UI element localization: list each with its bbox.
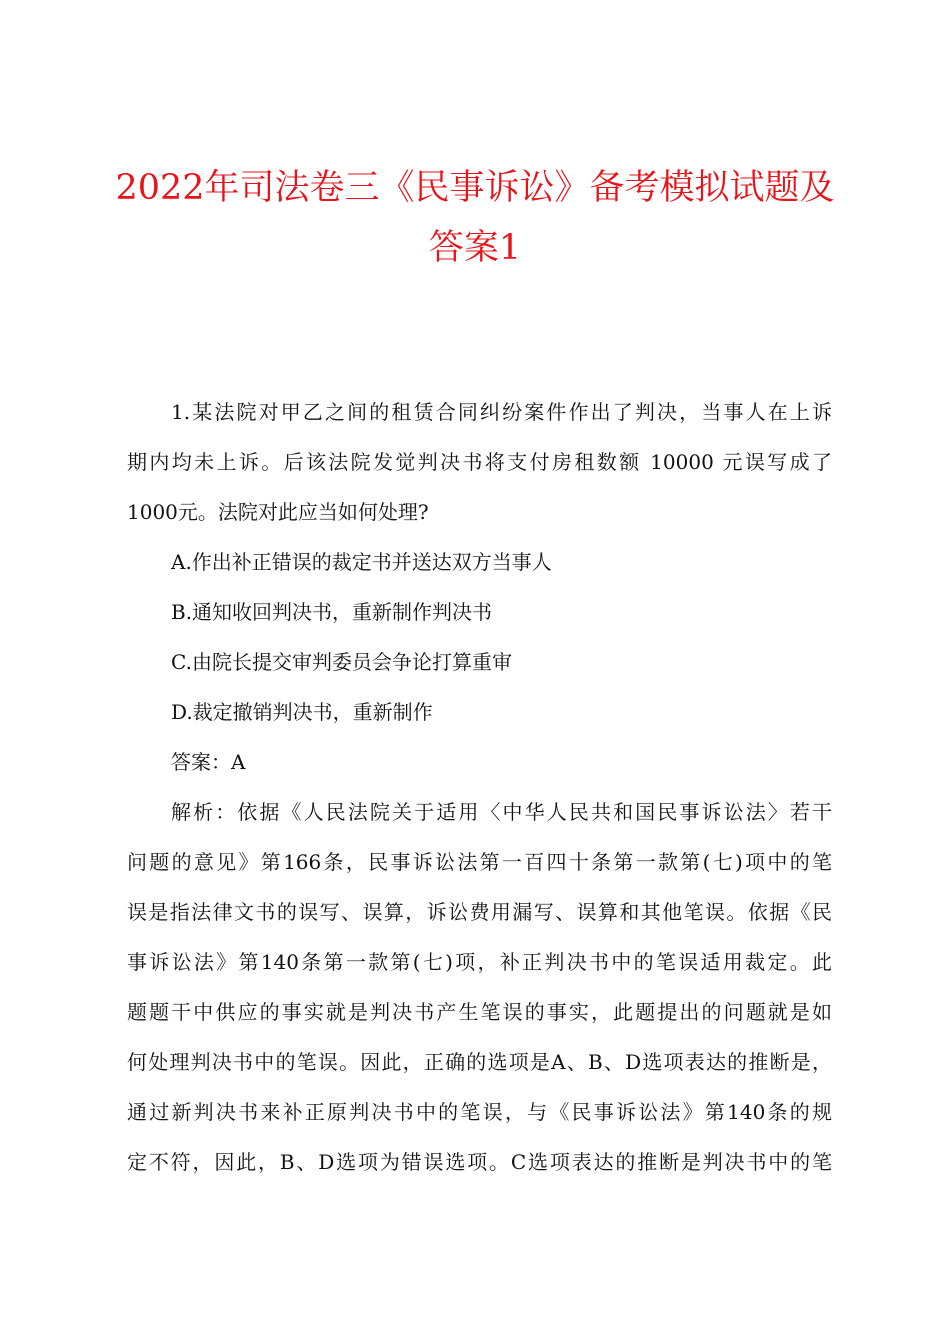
options-list xyxy=(127,542,832,742)
analysis-line: 问题的意见》第166条，民事诉讼法第一百四十条第一款第(七)项中的笔 xyxy=(127,850,832,874)
option-d: D.裁定撤销判决书，重新制作 xyxy=(171,700,433,724)
question-line: 期内均未上诉。后该法院发觉判决书将支付房租数额 10000 元误写成了 xyxy=(127,450,832,474)
option-a: A.作出补正错误的裁定书并送达双方当事人 xyxy=(171,550,552,574)
analysis-line: 误是指法律文书的误写、误算，诉讼费用漏写、误算和其他笔误。依据《民 xyxy=(127,900,832,924)
question-line: 1.某法院对甲乙之间的租赁合同纠纷案件作出了判决，当事人在上诉 xyxy=(171,400,832,424)
title-line-2: 答案1 xyxy=(428,228,522,268)
analysis-line: 通过新判决书来补正原判决书中的笔误，与《民事诉讼法》第140条的规 xyxy=(127,1100,832,1124)
analysis-line: 定不符，因此，B、D选项为错误选项。C选项表达的推断是判决书中的笔 xyxy=(127,1150,832,1174)
document-body xyxy=(127,392,832,1192)
analysis-line: 何处理判决书中的笔误。因此，正确的选项是A、B、D选项表达的推断是， xyxy=(127,1050,832,1074)
answer-line: 答案：A xyxy=(171,750,246,774)
analysis-line: 解析：依据《人民法院关于适用〈中华人民共和国民事诉讼法〉若干 xyxy=(171,800,832,824)
option-b: B.通知收回判决书，重新制作判决书 xyxy=(171,600,493,624)
analysis-line: 事诉讼法》第140条第一款第(七)项，补正判决书中的笔误适用裁定。此 xyxy=(127,950,832,974)
question-line: 1000元。法院对此应当如何处理? xyxy=(127,500,429,524)
analysis-line: 题题干中供应的事实就是判决书产生笔误的事实，此题提出的问题就是如 xyxy=(127,1000,832,1024)
document-title xyxy=(100,158,850,278)
option-c: C.由院长提交审判委员会争论打算重审 xyxy=(171,650,512,674)
analysis-block xyxy=(127,792,832,1192)
title-line-1: 2022年司法卷三《民事诉讼》备考模拟试题及 xyxy=(115,168,835,208)
question-block xyxy=(127,392,832,542)
